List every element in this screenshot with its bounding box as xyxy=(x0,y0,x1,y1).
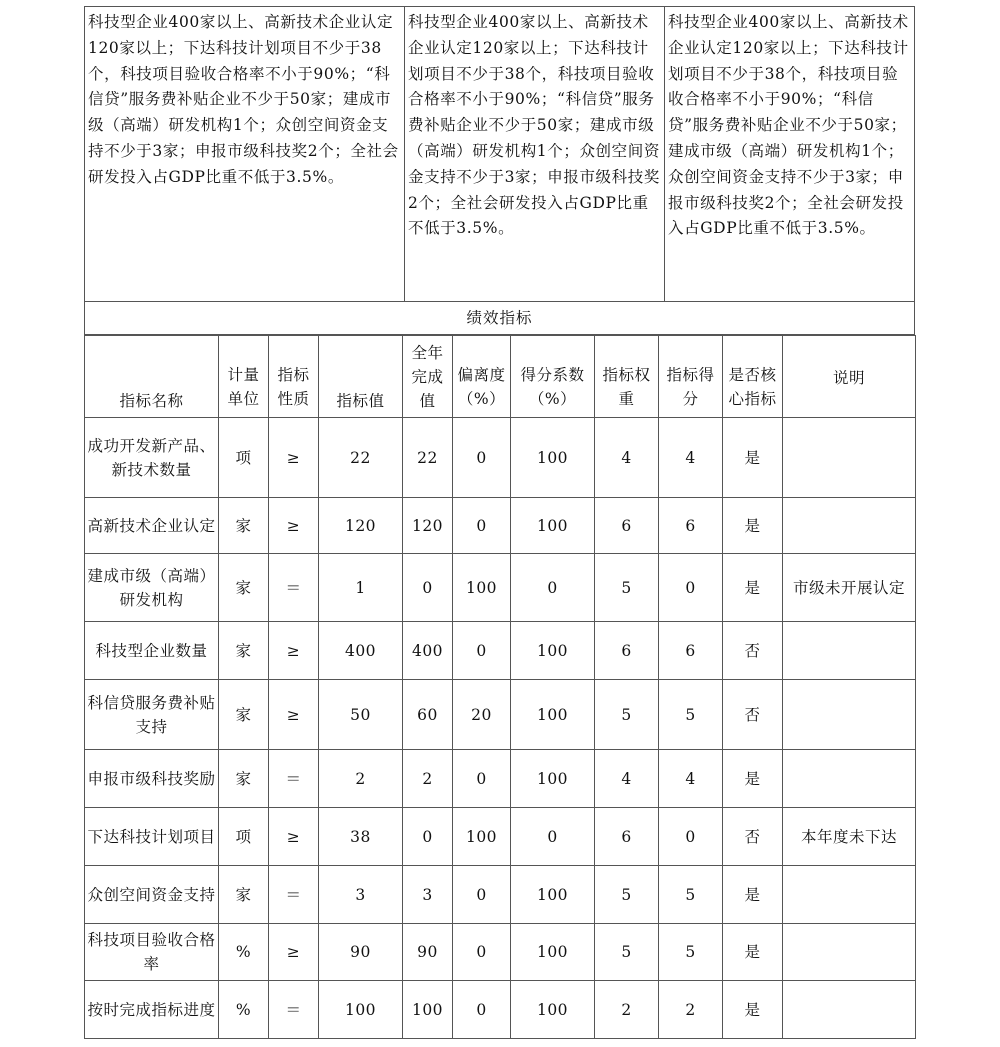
cell-coef: 0 xyxy=(511,554,595,622)
cell-note: 本年度未下达 xyxy=(783,808,916,866)
table-row xyxy=(85,981,916,1039)
cell-deviation: 0 xyxy=(453,622,511,680)
section-title: 绩效指标 xyxy=(84,302,915,335)
cell-note: 市级未开展认定 xyxy=(783,554,916,622)
cell-score: 0 xyxy=(659,554,723,622)
cell-note xyxy=(783,981,916,1039)
cell-coef: 100 xyxy=(511,924,595,981)
cell-target: 50 xyxy=(319,680,403,750)
cell-core: 否 xyxy=(723,808,783,866)
performance-document xyxy=(84,6,915,1039)
metrics-table xyxy=(84,335,916,1039)
cell-core: 是 xyxy=(723,981,783,1039)
goals-row xyxy=(84,6,915,302)
cell-unit: 家 xyxy=(219,750,269,808)
cell-actual: 120 xyxy=(403,498,453,554)
cell-actual: 400 xyxy=(403,622,453,680)
cell-name: 成功开发新产品、新技术数量 xyxy=(85,418,219,498)
table-row xyxy=(85,680,916,750)
cell-unit: 家 xyxy=(219,622,269,680)
cell-target: 38 xyxy=(319,808,403,866)
cell-coef: 100 xyxy=(511,981,595,1039)
cell-deviation: 100 xyxy=(453,808,511,866)
table-row xyxy=(85,924,916,981)
cell-name: 高新技术企业认定 xyxy=(85,498,219,554)
goal-cell-2: 科技型企业400家以上、高新技术企业认定120家以上；下达科技计划项目不少于38个，科技项目验收合格率不小于90%；“科信贷”服务费补贴企业不少于50家；建成市级（高端）研发机构1个；众创空间资金支持不少于3家；申报市级科技奖2个；全社会研发投入占GDP比重不低于3.5%。 xyxy=(404,6,664,302)
cell-coef: 100 xyxy=(511,750,595,808)
cell-name: 众创空间资金支持 xyxy=(85,866,219,924)
cell-deviation: 20 xyxy=(453,680,511,750)
cell-note xyxy=(783,622,916,680)
cell-weight: 4 xyxy=(595,750,659,808)
cell-name: 科信贷服务费补贴支持 xyxy=(85,680,219,750)
table-row xyxy=(85,418,916,498)
cell-score: 4 xyxy=(659,418,723,498)
cell-actual: 90 xyxy=(403,924,453,981)
cell-score: 4 xyxy=(659,750,723,808)
goal-cell-1: 科技型企业400家以上、高新技术企业认定120家以上；下达科技计划项目不少于38个，科技项目验收合格率不小于90%；“科信贷”服务费补贴企业不少于50家；建成市级（高端）研发机构1个；众创空间资金支持不少于3家；申报市级科技奖2个；全社会研发投入占GDP比重不低于3.5%。 xyxy=(84,6,404,302)
cell-nature: ≥ xyxy=(269,418,319,498)
cell-deviation: 0 xyxy=(453,981,511,1039)
cell-score: 0 xyxy=(659,808,723,866)
cell-weight: 6 xyxy=(595,622,659,680)
cell-unit: 家 xyxy=(219,866,269,924)
cell-weight: 2 xyxy=(595,981,659,1039)
cell-score: 6 xyxy=(659,498,723,554)
cell-coef: 0 xyxy=(511,808,595,866)
cell-score: 5 xyxy=(659,924,723,981)
cell-note xyxy=(783,498,916,554)
cell-unit: % xyxy=(219,981,269,1039)
cell-name: 建成市级（高端）研发机构 xyxy=(85,554,219,622)
cell-coef: 100 xyxy=(511,866,595,924)
header-nature: 指标性质 xyxy=(269,336,319,418)
cell-weight: 6 xyxy=(595,498,659,554)
cell-coef: 100 xyxy=(511,498,595,554)
cell-deviation: 0 xyxy=(453,498,511,554)
cell-actual: 2 xyxy=(403,750,453,808)
cell-unit: 家 xyxy=(219,498,269,554)
cell-coef: 100 xyxy=(511,680,595,750)
table-row xyxy=(85,866,916,924)
cell-unit: 项 xyxy=(219,808,269,866)
cell-actual: 0 xyxy=(403,808,453,866)
cell-note xyxy=(783,924,916,981)
cell-note xyxy=(783,866,916,924)
cell-actual: 100 xyxy=(403,981,453,1039)
cell-target: 100 xyxy=(319,981,403,1039)
cell-weight: 5 xyxy=(595,680,659,750)
cell-nature: ＝ xyxy=(269,554,319,622)
header-note: 说明 xyxy=(783,336,916,418)
cell-score: 2 xyxy=(659,981,723,1039)
cell-target: 22 xyxy=(319,418,403,498)
table-row xyxy=(85,750,916,808)
cell-deviation: 0 xyxy=(453,924,511,981)
table-row xyxy=(85,622,916,680)
cell-nature: ≥ xyxy=(269,498,319,554)
cell-deviation: 100 xyxy=(453,554,511,622)
cell-actual: 3 xyxy=(403,866,453,924)
cell-core: 是 xyxy=(723,418,783,498)
cell-weight: 5 xyxy=(595,554,659,622)
cell-deviation: 0 xyxy=(453,418,511,498)
header-actual: 全年完成值 xyxy=(403,336,453,418)
cell-coef: 100 xyxy=(511,622,595,680)
cell-score: 5 xyxy=(659,680,723,750)
cell-weight: 5 xyxy=(595,924,659,981)
header-core: 是否核心指标 xyxy=(723,336,783,418)
cell-deviation: 0 xyxy=(453,750,511,808)
cell-nature: ＝ xyxy=(269,866,319,924)
cell-nature: ≥ xyxy=(269,680,319,750)
header-row xyxy=(85,336,916,418)
cell-nature: ＝ xyxy=(269,981,319,1039)
cell-target: 1 xyxy=(319,554,403,622)
cell-actual: 60 xyxy=(403,680,453,750)
cell-core: 是 xyxy=(723,554,783,622)
cell-note xyxy=(783,418,916,498)
cell-weight: 6 xyxy=(595,808,659,866)
header-score: 指标得分 xyxy=(659,336,723,418)
cell-unit: 项 xyxy=(219,418,269,498)
cell-actual: 22 xyxy=(403,418,453,498)
cell-note xyxy=(783,680,916,750)
cell-name: 科技项目验收合格率 xyxy=(85,924,219,981)
cell-nature: ≥ xyxy=(269,924,319,981)
cell-target: 120 xyxy=(319,498,403,554)
table-row xyxy=(85,554,916,622)
cell-core: 否 xyxy=(723,622,783,680)
header-deviation: 偏离度（%） xyxy=(453,336,511,418)
cell-name: 下达科技计划项目 xyxy=(85,808,219,866)
cell-name: 科技型企业数量 xyxy=(85,622,219,680)
cell-unit: 家 xyxy=(219,554,269,622)
cell-target: 90 xyxy=(319,924,403,981)
cell-core: 是 xyxy=(723,498,783,554)
header-coef: 得分系数（%） xyxy=(511,336,595,418)
cell-core: 否 xyxy=(723,680,783,750)
cell-weight: 4 xyxy=(595,418,659,498)
cell-coef: 100 xyxy=(511,418,595,498)
cell-unit: 家 xyxy=(219,680,269,750)
cell-target: 400 xyxy=(319,622,403,680)
cell-unit: % xyxy=(219,924,269,981)
cell-name: 申报市级科技奖励 xyxy=(85,750,219,808)
table-row xyxy=(85,808,916,866)
cell-target: 3 xyxy=(319,866,403,924)
cell-deviation: 0 xyxy=(453,866,511,924)
cell-core: 是 xyxy=(723,750,783,808)
goal-cell-3: 科技型企业400家以上、高新技术企业认定120家以上；下达科技计划项目不少于38个，科技项目验收合格率不小于90%；“科信贷”服务费补贴企业不少于50家；建成市级（高端）研发机构1个；众创空间资金支持不少于3家；申报市级科技奖2个；全社会研发投入占GDP比重不低于3.5%。 xyxy=(664,6,915,302)
header-name: 指标名称 xyxy=(85,336,219,418)
cell-core: 是 xyxy=(723,924,783,981)
header-weight: 指标权重 xyxy=(595,336,659,418)
cell-nature: ≥ xyxy=(269,808,319,866)
cell-note xyxy=(783,750,916,808)
cell-score: 6 xyxy=(659,622,723,680)
table-row xyxy=(85,498,916,554)
cell-nature: ＝ xyxy=(269,750,319,808)
header-unit: 计量单位 xyxy=(219,336,269,418)
cell-name: 按时完成指标进度 xyxy=(85,981,219,1039)
cell-actual: 0 xyxy=(403,554,453,622)
cell-weight: 5 xyxy=(595,866,659,924)
cell-target: 2 xyxy=(319,750,403,808)
cell-score: 5 xyxy=(659,866,723,924)
cell-core: 是 xyxy=(723,866,783,924)
cell-nature: ≥ xyxy=(269,622,319,680)
header-target: 指标值 xyxy=(319,336,403,418)
